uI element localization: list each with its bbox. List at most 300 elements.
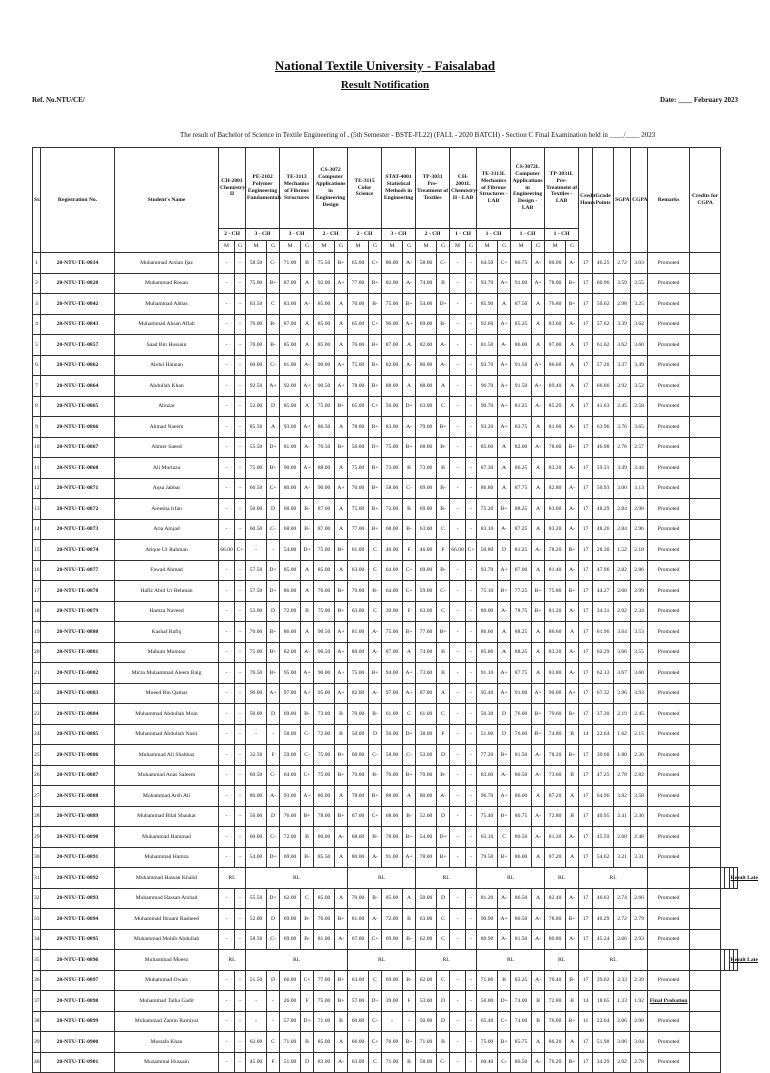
marks-cell: - [219, 294, 235, 315]
grade-cell: F [403, 601, 416, 622]
course-credit-hours: 3 - CH [280, 229, 314, 241]
marks-cell: 87.30 [477, 458, 498, 479]
grade-cell: D [267, 499, 280, 520]
marks-cell: 90.00 [314, 355, 335, 376]
marks-cell: 54.00 [416, 827, 437, 848]
grade-cell: F [437, 724, 450, 745]
grade-cell: A+ [301, 683, 314, 704]
marks-cell: 86.50 [314, 417, 335, 438]
course-title: CS-3072 Computer Applications in Engineering Design [314, 148, 348, 229]
sgpa-cell: 2.84 [614, 499, 631, 520]
grade-points-cell: 28.30 [593, 540, 614, 561]
grade-cell: B [532, 991, 545, 1012]
marks-cell: 75.00 [382, 622, 403, 643]
marks-cell: 81.00 [348, 622, 369, 643]
grade-cell: A- [566, 478, 579, 499]
student-name-cell: Atique Ur Rahman [115, 540, 219, 561]
credit-hours-cell: 17 [579, 499, 593, 520]
course-credit-hours: 2 - CH [219, 229, 246, 241]
cgpa-cell: 2.57 [631, 437, 648, 458]
marks-cell: 71.00 [382, 1052, 403, 1073]
grade-cell: - [235, 581, 246, 602]
grade-cell: A+ [335, 683, 348, 704]
grade-cell: B+ [498, 847, 511, 868]
marks-subheader: M [416, 241, 437, 253]
grade-cell: D+ [498, 991, 511, 1012]
grade-subheader: G [369, 241, 382, 253]
grade-cell: A [498, 437, 511, 458]
grade-cell: A+ [498, 417, 511, 438]
marks-cell: 78.00 [314, 806, 335, 827]
marks-cell: - [219, 273, 235, 294]
grade-cell: A [403, 786, 416, 807]
grade-cell: A+ [498, 663, 511, 684]
student-name-cell: Muhammad Zamin Ramiyal [115, 1011, 219, 1032]
grade-cell: - [466, 1032, 477, 1053]
grade-cell: - [267, 991, 280, 1012]
grade-subheader: G [532, 241, 545, 253]
credit-hours-cell: 17 [579, 909, 593, 930]
grade-cell: A [566, 335, 579, 356]
table-row [33, 396, 738, 417]
marks-cell: 87.20 [545, 847, 566, 868]
table-row [33, 847, 738, 868]
course-cell: RL [246, 868, 348, 889]
grade-cell: A [301, 560, 314, 581]
marks-cell: 72.00 [382, 499, 403, 520]
marks-cell: 60.00 [348, 1011, 369, 1032]
grade-cell: - [466, 314, 477, 335]
grade-cell: C- [301, 724, 314, 745]
sgpa-cell: 3.39 [614, 314, 631, 335]
marks-cell: 76.50 [314, 437, 335, 458]
table-row [33, 499, 738, 520]
table-row [33, 663, 738, 684]
grade-cell: - [267, 1011, 280, 1032]
student-name-cell: Muhammad Abdullah Nasir [115, 724, 219, 745]
serial-cell: 33 [33, 909, 41, 930]
marks-cell: 80.00 [416, 786, 437, 807]
remarks-cell: Promoted [648, 437, 690, 458]
grade-cell: - [267, 724, 280, 745]
marks-cell: 60.40 [477, 1052, 498, 1073]
grade-cell: B+ [498, 499, 511, 520]
credits-cgpa-cell [690, 601, 721, 622]
grade-cell: - [235, 683, 246, 704]
table-row [33, 294, 738, 315]
grade-cell: B- [301, 499, 314, 520]
marks-cell: 68.00 [280, 519, 301, 540]
grade-cell: B+ [566, 1052, 579, 1073]
result-table [32, 147, 759, 1073]
marks-cell: 53.00 [246, 601, 267, 622]
marks-cell: 83.00 [280, 294, 301, 315]
grade-cell: A+ [498, 560, 511, 581]
grade-cell: B+ [566, 294, 579, 315]
student-name-cell: Hafiz Abid Ur Rehman [115, 581, 219, 602]
sgpa-cell: 2.68 [614, 827, 631, 848]
marks-cell: 83.60 [545, 499, 566, 520]
marks-cell: - [219, 417, 235, 438]
grade-cell: D+ [437, 827, 450, 848]
marks-cell: 64.00 [382, 581, 403, 602]
marks-cell: 81.50 [477, 335, 498, 356]
marks-cell: 72.00 [382, 909, 403, 930]
cgpa-cell: 2.82 [631, 765, 648, 786]
grade-cell: A- [369, 909, 382, 930]
student-name-cell: Ali Murtaza [115, 458, 219, 479]
marks-cell: 67.00 [348, 806, 369, 827]
marks-cell: 75.00 [348, 458, 369, 479]
registration-cell: 20-NTU-TE-0898 [41, 991, 115, 1012]
marks-cell: 53.00 [416, 745, 437, 766]
marks-cell: 32.50 [246, 745, 267, 766]
grade-cell: A+ [532, 273, 545, 294]
remarks-cell: Promoted [648, 683, 690, 704]
credits-cgpa-cell [690, 745, 721, 766]
marks-cell: - [219, 806, 235, 827]
student-name-cell: Muhammad Owais [115, 970, 219, 991]
marks-cell: 97.00 [382, 683, 403, 704]
student-name-cell: Muhammad Ali Shahbaz [115, 745, 219, 766]
marks-cell: 70.00 [348, 581, 369, 602]
grade-cell: A+ [403, 314, 416, 335]
grade-cell: A [301, 273, 314, 294]
marks-cell: - [219, 909, 235, 930]
grade-cell: A- [566, 560, 579, 581]
grade-cell: A [566, 622, 579, 643]
grade-cell: A- [566, 519, 579, 540]
table-row [33, 376, 738, 397]
grade-cell: B [335, 704, 348, 725]
credits-cgpa-cell [690, 376, 721, 397]
marks-cell: 55.50 [246, 437, 267, 458]
grade-cell: C- [267, 519, 280, 540]
marks-cell: - [450, 335, 466, 356]
student-name-cell: Muzammal Hussain [115, 1052, 219, 1073]
marks-cell: 63.00 [348, 560, 369, 581]
grade-cell: F [301, 991, 314, 1012]
marks-cell: 82.25 [511, 970, 532, 991]
marks-cell: - [219, 622, 235, 643]
result-statement: The result of Bachelor of Science in Textile Engineering of , (5th Semester - BSTE-FL22) (FALL - 2020 BATCH) - Section C Final Examination held in ____/____ 2023 [180, 131, 656, 139]
cgpa-cell: 2.46 [631, 827, 648, 848]
registration-cell: 20-NTU-TE-0884 [41, 704, 115, 725]
registration-cell: 20-NTU-TE-0894 [41, 909, 115, 930]
sgpa-cell: 3.37 [614, 355, 631, 376]
marks-cell: 75.00 [246, 273, 267, 294]
serial-cell: 29 [33, 827, 41, 848]
credits-cgpa-cell [690, 663, 721, 684]
grade-cell: C+ [498, 1011, 511, 1032]
registration-cell: 20-NTU-TE-0886 [41, 745, 115, 766]
marks-cell: - [450, 601, 466, 622]
grade-cell: - [235, 991, 246, 1012]
cgpa-cell: 2.79 [631, 909, 648, 930]
marks-cell: 50.00 [246, 806, 267, 827]
grade-cell: - [466, 704, 477, 725]
marks-cell: 58.00 [382, 478, 403, 499]
credit-hours-cell: 17 [579, 888, 593, 909]
course-title: CH-2001 Chemistry-II [219, 148, 246, 229]
credit-hours-cell: 17 [579, 745, 593, 766]
marks-cell: 82.00 [382, 355, 403, 376]
grade-points-cell: 46.98 [593, 437, 614, 458]
marks-cell: 85.20 [545, 396, 566, 417]
grade-cell: A [335, 1032, 348, 1053]
marks-cell: - [450, 1052, 466, 1073]
grade-cell: - [267, 540, 280, 561]
grade-cell: A [301, 622, 314, 643]
marks-cell: 79.60 [545, 704, 566, 725]
cgpa-cell: 3.58 [631, 786, 648, 807]
marks-cell: 80.00 [416, 355, 437, 376]
grade-cell: A- [532, 909, 545, 930]
grade-cell: B+ [369, 786, 382, 807]
marks-cell: 76.00 [545, 1011, 566, 1032]
cgpa-cell: 3.44 [631, 458, 648, 479]
grade-cell: A [335, 294, 348, 315]
notification-date: Date: ____ February 2023 [660, 96, 738, 104]
table-row [33, 622, 738, 643]
grade-cell: - [466, 396, 477, 417]
course-cell: RL [545, 868, 579, 889]
marks-cell: 87.00 [545, 335, 566, 356]
grade-cell: B- [301, 929, 314, 950]
marks-cell: 93.20 [477, 417, 498, 438]
credit-hours-cell: 17 [579, 314, 593, 335]
registration-cell: 20-NTU-TE-0889 [41, 806, 115, 827]
grade-cell: B+ [498, 745, 511, 766]
marks-cell: 74.00 [511, 1011, 532, 1032]
marks-cell: - [246, 540, 267, 561]
grade-cell: A [566, 786, 579, 807]
remarks-cell: Promoted [648, 929, 690, 950]
marks-cell: 63.00 [348, 1052, 369, 1073]
grade-cell: A+ [498, 355, 511, 376]
marks-cell: 70.00 [416, 765, 437, 786]
grade-cell: B+ [403, 1032, 416, 1053]
grade-cell: C [437, 970, 450, 991]
marks-cell: 77.00 [348, 273, 369, 294]
marks-cell: 39.00 [382, 601, 403, 622]
marks-cell: 26.00 [280, 991, 301, 1012]
grade-cell: B [566, 724, 579, 745]
marks-cell: - [219, 991, 235, 1012]
student-name-cell: Muhammad Arsh Ali [115, 786, 219, 807]
grade-cell: - [466, 683, 477, 704]
marks-cell: 86.80 [477, 478, 498, 499]
marks-cell: 86.00 [511, 335, 532, 356]
grade-cell: B+ [267, 642, 280, 663]
serial-cell: 28 [33, 806, 41, 827]
grade-points-cell: 61.62 [593, 335, 614, 356]
registration-cell: 20-NTU-TE-0888 [41, 786, 115, 807]
marks-cell: 54.00 [280, 540, 301, 561]
marks-cell: 83.20 [545, 642, 566, 663]
grade-cell: A- [532, 806, 545, 827]
grade-cell: A [532, 888, 545, 909]
marks-cell: 91.10 [477, 663, 498, 684]
marks-cell: 63.00 [416, 909, 437, 930]
grade-cell: - [403, 1011, 416, 1032]
remarks-cell: Promoted [648, 335, 690, 356]
cgpa-cell: 3.65 [631, 417, 648, 438]
registration-cell: 20-NTU-TE-0899 [41, 1011, 115, 1032]
grade-cell: A [301, 396, 314, 417]
grade-cell: - [235, 417, 246, 438]
marks-cell: 81.20 [477, 888, 498, 909]
table-row [33, 253, 738, 274]
marks-cell: 64.00 [280, 765, 301, 786]
grade-cell: A- [532, 745, 545, 766]
marks-cell: 83.00 [477, 765, 498, 786]
grade-cell: - [466, 560, 477, 581]
student-name-cell: Muhammad Hammad [115, 827, 219, 848]
credits-cgpa-cell [690, 970, 721, 991]
marks-cell: 96.00 [382, 314, 403, 335]
grade-cell: A- [403, 253, 416, 274]
grade-cell: A- [301, 437, 314, 458]
marks-cell: 60.50 [246, 765, 267, 786]
grade-cell: B- [437, 437, 450, 458]
grade-cell: - [466, 581, 477, 602]
grade-subheader: G [437, 241, 450, 253]
marks-subheader: M [246, 241, 267, 253]
marks-cell: 66.00 [219, 540, 235, 561]
grade-cell: B+ [437, 622, 450, 643]
serial-cell: 12 [33, 478, 41, 499]
grade-cell: A [498, 478, 511, 499]
student-name-cell: Muhammad Hamza [115, 847, 219, 868]
grade-cell: D+ [369, 437, 382, 458]
table-row [33, 273, 738, 294]
serial-cell: 14 [33, 519, 41, 540]
marks-cell: 64.00 [382, 560, 403, 581]
grade-cell: A- [369, 683, 382, 704]
student-name-cell: Mirza Muhammad Aleem Baig [115, 663, 219, 684]
marks-subheader: M [477, 241, 498, 253]
serial-cell: 35 [33, 950, 41, 971]
course-title: TE-3113L Mechanics of Fibrous Structures - LAB [477, 148, 511, 229]
marks-cell: 80.50 [511, 827, 532, 848]
marks-cell: 66.50 [246, 478, 267, 499]
grade-cell: F [403, 540, 416, 561]
empty-cell [690, 868, 721, 889]
marks-cell: 50.00 [416, 888, 437, 909]
grade-cell: B [335, 724, 348, 745]
marks-cell: - [450, 458, 466, 479]
marks-cell: 76.50 [246, 663, 267, 684]
remarks-cell: Promoted [648, 827, 690, 848]
registration-header: Registration No. [41, 148, 115, 253]
marks-cell: 90.00 [545, 683, 566, 704]
table-row [33, 437, 738, 458]
sgpa-cell: 2.06 [614, 1011, 631, 1032]
marks-cell: 59.00 [416, 581, 437, 602]
credits-cgpa-cell [690, 909, 721, 930]
marks-cell: 70.00 [246, 335, 267, 356]
marks-cell: 95.00 [314, 683, 335, 704]
remarks-cell: Promoted [648, 519, 690, 540]
grade-subheader: G [235, 241, 246, 253]
serial-cell: 17 [33, 581, 41, 602]
marks-cell: 77.00 [314, 970, 335, 991]
grade-cell: A [532, 417, 545, 438]
cgpa-cell: 2.36 [631, 806, 648, 827]
marks-cell: 66.00 [348, 1032, 369, 1053]
marks-subheader: M [382, 241, 403, 253]
grade-cell: A- [532, 1052, 545, 1073]
grade-cell: D [437, 991, 450, 1012]
grade-cell: A- [369, 622, 382, 643]
grade-cell: B+ [267, 622, 280, 643]
marks-cell: 77.00 [416, 622, 437, 643]
sgpa-cell: 3.00 [614, 478, 631, 499]
marks-cell: 76.00 [382, 765, 403, 786]
cgpa-cell: 2.36 [631, 745, 648, 766]
grade-cell: A+ [335, 273, 348, 294]
serial-cell: 5 [33, 335, 41, 356]
course-title: TP-3031L Pre-Treatment of Textiles - LAB [545, 148, 579, 229]
serial-cell: 4 [33, 314, 41, 335]
grade-cell: A [532, 663, 545, 684]
serial-cell: 38 [33, 1011, 41, 1032]
marks-cell: 83.00 [382, 417, 403, 438]
grade-cell: A+ [267, 376, 280, 397]
grade-cell: D [301, 1052, 314, 1073]
marks-cell: 75.50 [314, 253, 335, 274]
marks-cell: 53.00 [416, 991, 437, 1012]
grade-cell: B+ [369, 663, 382, 684]
grade-cell: A+ [335, 642, 348, 663]
credit-hours-cell: 17 [579, 581, 593, 602]
marks-cell: 93.00 [280, 786, 301, 807]
marks-cell: - [219, 765, 235, 786]
registration-cell: 20-NTU-TE-0896 [41, 950, 115, 971]
marks-subheader: M [280, 241, 301, 253]
grade-cell: B- [301, 847, 314, 868]
marks-cell: 82.40 [545, 888, 566, 909]
marks-cell: 63.10 [477, 827, 498, 848]
marks-cell: 90.50 [314, 376, 335, 397]
grade-cell: A- [498, 601, 511, 622]
marks-cell: - [382, 1011, 403, 1032]
credit-hours-cell: 17 [579, 458, 593, 479]
marks-cell: 66.00 [280, 970, 301, 991]
marks-cell: 85.80 [477, 642, 498, 663]
registration-cell: 20-NTU-TE-0893 [41, 888, 115, 909]
grade-cell: B+ [369, 417, 382, 438]
course-credit-hours: 2 - CH [416, 229, 450, 241]
grade-cell: A- [566, 929, 579, 950]
course-credit-hours: 3 - CH [246, 229, 280, 241]
sgpa-cell: 2.60 [614, 581, 631, 602]
marks-cell: 70.00 [246, 314, 267, 335]
marks-cell: 74.00 [416, 273, 437, 294]
grade-points-cell: 59.31 [593, 458, 614, 479]
marks-cell: 75.80 [545, 581, 566, 602]
grade-cell: C+ [235, 540, 246, 561]
grade-points-cell: 22.64 [593, 724, 614, 745]
cgpa-cell: 3.03 [631, 253, 648, 274]
marks-cell: 62.00 [246, 1032, 267, 1053]
remarks-cell: Promoted [648, 294, 690, 315]
marks-cell: 78.00 [382, 827, 403, 848]
grade-cell: A- [267, 786, 280, 807]
table-row [33, 314, 738, 335]
sgpa-cell: 3.96 [614, 683, 631, 704]
